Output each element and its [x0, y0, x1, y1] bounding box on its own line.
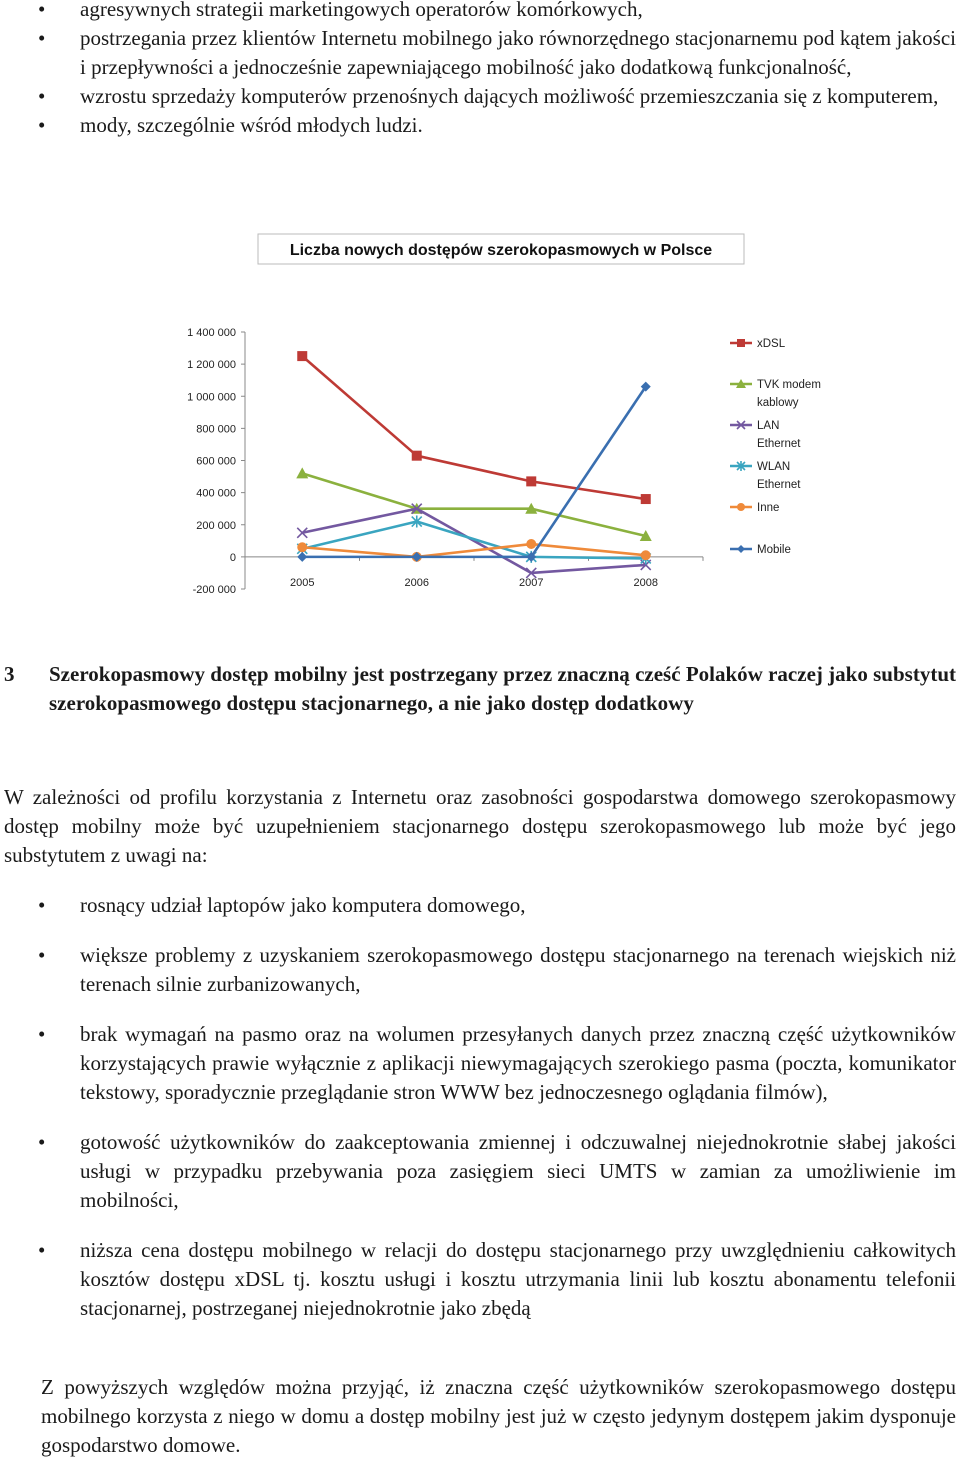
y-tick-label: 0 [229, 551, 236, 564]
legend-marker [737, 339, 745, 347]
bullet-icon: • [38, 26, 46, 50]
x-tick-label: 2008 [633, 576, 658, 589]
data-point [641, 494, 651, 504]
data-point [526, 476, 536, 486]
list-item-text: gotowość użytkowników do zaakceptowania zmiennej i odczuwalnej niejednokrotnie słabej jakości usługi w przypadku przebywania poza zasięgiem sieci UMTS w zamian za umożliwienie im mobilności, [80, 1130, 956, 1212]
y-tick-label: 800 000 [196, 423, 236, 436]
bullet-icon: • [38, 1238, 46, 1262]
y-tick-label: 200 000 [196, 519, 236, 532]
data-point [296, 467, 308, 478]
legend-label: LAN [757, 420, 780, 432]
x-tick-label: 2006 [404, 576, 429, 589]
paragraph: W zależności od profilu korzystania z Internetu oraz zasobności gospodarstwa domowego szerokopasmowy dostęp mobilny może być uzupełnieniem stacjonarnego dostępu szerokopasmowego lub może być jego substytutem z uwagi na: [4, 785, 956, 867]
legend-marker [737, 503, 745, 511]
x-tick-label: 2005 [290, 576, 315, 589]
list-item [0, 1236, 960, 1323]
list-item [0, 0, 960, 24]
legend-label: Ethernet [757, 438, 801, 450]
list-item [0, 1020, 960, 1107]
y-tick-label: 400 000 [196, 487, 236, 500]
legend-label: Inne [757, 502, 780, 514]
y-tick-label: 1 200 000 [187, 359, 236, 372]
data-point [297, 542, 307, 552]
legend-marker [737, 545, 745, 553]
legend-label: xDSL [757, 338, 786, 350]
paragraph: Z powyższych względów można przyjąć, iż znaczna część użytkowników szerokopasmowego dostępu mobilnego korzysta z niego w domu a dostęp mobilny jest już w często jedynym dostępem jakim dysponuje gospodarstwo domowe. [41, 1375, 956, 1457]
bullet-icon: • [38, 943, 46, 967]
data-point [412, 451, 422, 461]
series-line-inne [302, 544, 646, 557]
legend-label: WLAN [757, 461, 791, 473]
list-item-text: postrzegania przez klientów Internetu mobilnego jako równorzędnego stacjonarnemu pod kątem jakości i przepływności a jednocześnie zapewniającego mobilność jako dodatkową funkcjonalność, [80, 26, 956, 79]
list-item-text: mody, szczególnie wśród młodych ludzi. [80, 113, 423, 137]
legend-label: Ethernet [757, 479, 801, 491]
data-point [641, 550, 651, 560]
section-title: Szerokopasmowy dostęp mobilny jest postrzegany przez znaczną cześć Polaków raczej jako substytut szerokopasmowego dostępu stacjonarnego, a nie jako dostęp dodatkowy [49, 662, 956, 715]
legend-label: kablowy [757, 397, 799, 409]
data-point [526, 539, 536, 549]
list-item-text: agresywnych strategii marketingowych operatorów komórkowych, [80, 0, 643, 21]
bullet-icon: • [38, 1022, 46, 1046]
legend-label: TVK modem [757, 379, 821, 391]
list-item [0, 82, 960, 111]
top-bullet-list [0, 0, 960, 140]
section-number: 3 [4, 662, 15, 686]
series-line-mobile [302, 387, 646, 557]
list-item-text: niższa cena dostępu mobilnego w relacji do dostępu stacjonarnego przy uwzględnieniu całkowitych kosztów dostępu xDSL tj. kosztu usługi i kosztu utrzymania linii lub kosztu abonamentu telefonii stacjonarnej, postrzeganej niejednokrotnie jako zbędą [80, 1238, 956, 1320]
legend-label: Mobile [757, 544, 791, 556]
bullet-icon: • [38, 1130, 46, 1154]
list-item-text: większe problemy z uzyskaniem szerokopasmowego dostępu stacjonarnego na terenach wiejskich niż terenach silnie zurbanizowanych, [80, 943, 956, 996]
list-item-text: rosnący udział laptopów jako komputera domowego, [80, 893, 526, 917]
x-tick-label: 2007 [519, 576, 544, 589]
bullet-icon: • [38, 113, 46, 137]
list-item [0, 111, 960, 140]
data-point [297, 351, 307, 361]
reasons-bullet-list [0, 891, 960, 1344]
list-item-text: brak wymagań na pasmo oraz na wolumen przesyłanych danych przez znaczną część użytkowników korzystających prawie wyłącznie z aplikacji niewymagających szerokiego pasma (poczta, komunikator tekstowy, sporadycznie przeglądanie stron WWW bez jednoczesnego oglądania filmów), [80, 1022, 956, 1104]
y-tick-label: 1 400 000 [187, 327, 236, 339]
chart-canvas [165, 226, 833, 630]
series-line-lan-ethernet [302, 509, 646, 573]
list-item [0, 24, 960, 82]
broadband-chart [165, 226, 833, 630]
list-item [0, 891, 960, 920]
bullet-icon: • [38, 0, 46, 21]
series-line-wlan-ethernet [302, 522, 646, 559]
series-line-tvk-modem-kablowy [302, 473, 646, 536]
y-tick-label: 600 000 [196, 455, 236, 468]
y-tick-label: -200 000 [192, 584, 236, 596]
list-item-text: wzrostu sprzedaży komputerów przenośnych dających możliwość przemieszczania się z komputerem, [80, 84, 939, 108]
bullet-icon: • [38, 893, 46, 917]
chart-title: Liczba nowych dostępów szerokopasmowych w Polsce [289, 242, 713, 259]
bullet-icon: • [38, 84, 46, 108]
list-item [0, 941, 960, 999]
list-item [0, 1128, 960, 1215]
y-tick-label: 1 000 000 [187, 391, 236, 404]
series-line-xdsl [302, 356, 646, 499]
section-heading [4, 660, 956, 718]
